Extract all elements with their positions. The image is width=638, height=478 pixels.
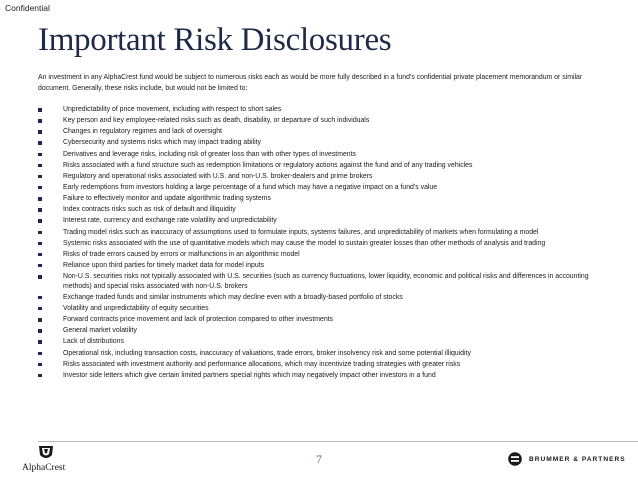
confidential-label: Confidential (5, 3, 50, 13)
risk-list-item (38, 239, 604, 249)
bullet-square-icon (38, 352, 42, 356)
risk-list-item-text: Systemic risks associated with the use of quantitative models which may cause the model to sustain greater losses than other methods of analysis and trading (63, 239, 546, 247)
risk-list-item-text: Derivatives and leverage risks, including risk of greater loss than with other types of investments (63, 150, 356, 158)
risk-list-item (38, 261, 604, 271)
risk-list-item (38, 326, 604, 336)
risk-list-item-text: Early redemptions from investors holding a large percentage of a fund which may have a negative impact on a fund’s value (63, 183, 438, 191)
bullet-square-icon (38, 119, 42, 123)
risk-list-item-text: Non-U.S. securities risks not typically associated with U.S. securities (such as currency fluctuations, lower liquidity, economic and political risks and differences in accounting methods) and special risks associated with non-U.S. brokers (63, 273, 589, 290)
bullet-square-icon (38, 108, 42, 112)
risk-list-item (38, 228, 604, 238)
risk-list-item (38, 161, 604, 171)
bullet-square-icon (38, 374, 42, 378)
risk-list-item (38, 272, 604, 291)
bullet-square-icon (38, 186, 42, 190)
risk-list-item-text: Risks of trade errors caused by errors or malfunctions in an algorithmic model (63, 250, 300, 258)
risk-list-item-text: Trading model risks such as inaccuracy of assumptions used to formulate inputs, systems failures, and unpredictability of markets when formulating a model (63, 228, 539, 236)
risk-list-item (38, 138, 604, 148)
risk-list-item (38, 360, 604, 370)
bullet-square-icon (38, 363, 42, 367)
risk-list-item (38, 250, 604, 260)
risk-list-item-text: Key person and key employee-related risks such as death, disability, or departure of such individuals (63, 117, 370, 125)
risk-list-item (38, 194, 604, 204)
risk-list-item-text: Investor side letters which give certain limited partners special rights which may negatively impact other investors in a fund (63, 371, 436, 379)
bullet-square-icon (38, 175, 42, 179)
risk-list-item (38, 371, 604, 381)
risk-list-item (38, 315, 604, 325)
brummer-partners-logo-text: BRUMMER & PARTNERS (529, 455, 626, 463)
bullet-square-icon (38, 340, 42, 344)
risk-list-item (38, 293, 604, 303)
bullet-square-icon (38, 219, 42, 223)
risk-list-item (38, 116, 604, 126)
risk-list-item-text: Operational risk, including transaction costs, inaccuracy of valuations, trade errors, broker insolvency risk and some potential illiquidity (63, 349, 471, 357)
risk-list-item (38, 172, 604, 182)
risk-list-item-text: Interest rate, currency and exchange rate volatility and unpredictability (63, 217, 277, 225)
intro-paragraph: An investment in any AlphaCrest fund would be subject to numerous risks each as would be more fully described in a fund’s confidential private placement memorandum or similar document. Generally, these risks include, but would not be limited to: (38, 74, 583, 92)
footer-divider (38, 441, 638, 442)
risk-list-item (38, 127, 604, 137)
bullet-square-icon (38, 318, 42, 322)
risk-list-item-text: Index contracts risks such as risk of default and illiquidity (63, 206, 236, 214)
risk-list-item (38, 216, 604, 226)
bullet-square-icon (38, 264, 42, 268)
risk-list-item (38, 150, 604, 160)
risk-list-item-text: General market volatility (63, 327, 137, 335)
bullet-square-icon (38, 329, 42, 333)
bullet-square-icon (38, 141, 42, 145)
bullet-square-icon (38, 153, 42, 157)
page-number: 7 (316, 452, 322, 466)
risk-list-item (38, 183, 604, 193)
bullet-square-icon (38, 231, 42, 235)
risk-list (38, 105, 604, 382)
bullet-square-icon (38, 307, 42, 311)
risk-list-item (38, 349, 604, 359)
risk-list-item-text: Exchange traded funds and similar instruments which may decline even with a broadly-based portfolio of stocks (63, 293, 403, 301)
risk-list-item-text: Lack of distributions (63, 338, 124, 346)
risk-list-item-text: Failure to effectively monitor and update algorithmic trading systems (63, 195, 271, 203)
bullet-square-icon (38, 208, 42, 212)
risk-list-item-text: Risks associated with a fund structure such as redemption limitations or regulatory actions against the fund and of any trading vehicles (63, 161, 473, 169)
risk-list-item-text: Reliance upon third parties for timely market data for model inputs (63, 261, 265, 269)
risk-list-item-text: Changes in regulatory regimes and lack of oversight (63, 128, 222, 136)
risk-list-item (38, 304, 604, 314)
bullet-square-icon (38, 164, 42, 168)
risk-list-item (38, 337, 604, 347)
risk-list-item-text: Risks associated with investment authority and performance allocations, which may incentivize trading strategies with greater risks (63, 360, 461, 368)
risk-list-item-text: Cybersecurity and systems risks which may impact trading ability (63, 139, 261, 147)
bullet-square-icon (38, 242, 42, 246)
brummer-partners-logo (508, 452, 626, 466)
brummer-partners-mark-icon (508, 452, 522, 466)
bullet-square-icon (38, 130, 42, 134)
risk-list-item-text: Unpredictability of price movement, including with respect to short sales (63, 106, 282, 113)
risk-list-item (38, 105, 604, 115)
bullet-square-icon (38, 296, 42, 300)
risk-list-item (38, 205, 604, 215)
risk-list-item-text: Forward contracts price movement and lack of protection compared to other investments (63, 316, 334, 324)
bullet-square-icon (38, 275, 42, 279)
risk-list-item-text: Volatility and unpredictability of equity securities (63, 304, 209, 312)
bullet-square-icon (38, 253, 42, 257)
alphacrest-logo-text: AlphaCrest (22, 463, 66, 473)
bullet-square-icon (38, 197, 42, 201)
page-title: Important Risk Disclosures (38, 22, 392, 58)
risk-list-item-text: Regulatory and operational risks associated with U.S. and non-U.S. broker-dealers and prime brokers (63, 172, 373, 180)
